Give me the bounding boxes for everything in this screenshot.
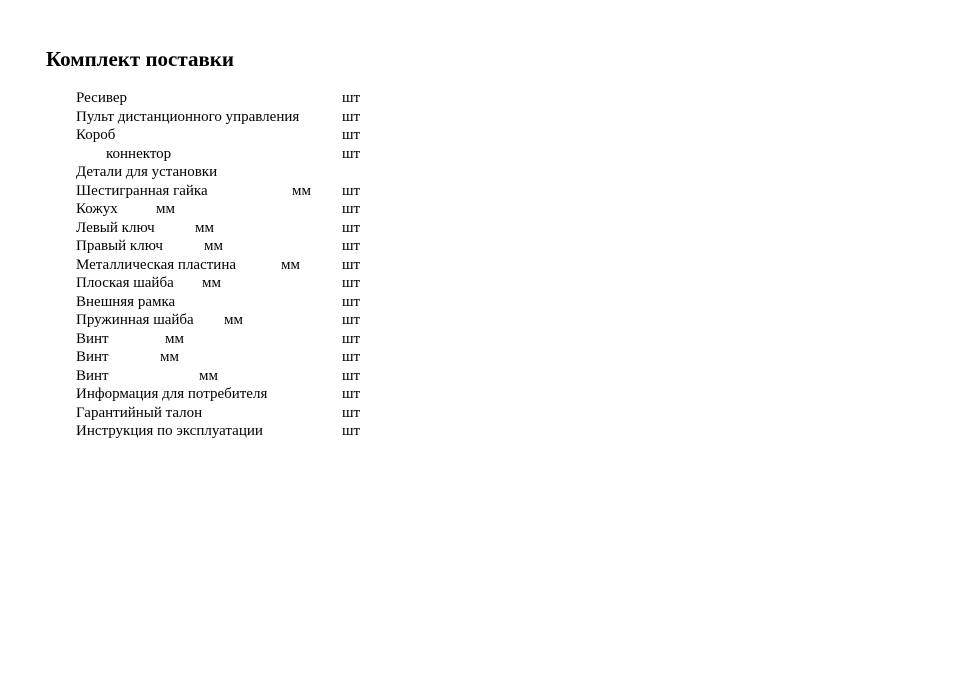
item-dimension-unit: мм — [156, 201, 175, 217]
item-dimension-unit: мм — [292, 182, 311, 199]
item-quantity-unit: шт — [342, 145, 361, 162]
list-item — [76, 422, 376, 441]
item-quantity-unit: шт — [342, 219, 361, 236]
list-item — [76, 108, 376, 127]
list-item — [76, 385, 376, 404]
item-name: Пружинная шайба — [76, 312, 194, 328]
item-dimension-unit: мм — [160, 349, 179, 365]
list-item — [76, 182, 376, 201]
item-quantity-unit: шт — [342, 404, 361, 421]
item-quantity-unit: шт — [342, 330, 361, 347]
list-item — [76, 311, 376, 330]
item-dimension-unit: мм — [165, 330, 184, 347]
item-quantity-unit: шт — [342, 349, 361, 365]
item-quantity-unit: шт — [342, 90, 361, 106]
item-dimension-unit: мм — [195, 219, 214, 236]
item-dimension-unit: мм — [204, 238, 223, 254]
item-name: Инструкция по эксплуатации — [76, 423, 263, 439]
list-item — [76, 293, 376, 312]
item-quantity-unit: шт — [342, 256, 361, 273]
item-dimension-unit: мм — [224, 312, 243, 328]
item-quantity-unit: шт — [342, 201, 361, 217]
item-name: Кожух — [76, 201, 118, 217]
list-item — [76, 126, 376, 145]
item-quantity-unit: шт — [342, 293, 361, 310]
item-name: Винт — [76, 349, 109, 365]
item-name: Короб — [76, 127, 116, 143]
list-item — [76, 274, 376, 293]
item-name: Плоская шайба — [76, 275, 174, 291]
item-name: Внешняя рамка — [76, 293, 176, 310]
item-name: Металлическая пластина — [76, 256, 237, 273]
list-item — [76, 256, 376, 275]
item-quantity-unit: шт — [342, 238, 361, 254]
item-quantity-unit: шт — [342, 386, 361, 402]
item-dimension-unit: мм — [202, 275, 221, 291]
item-quantity-unit: шт — [342, 423, 361, 439]
item-name: Информация для потребителя — [76, 386, 268, 402]
item-name: Винт — [76, 330, 109, 347]
list-item — [76, 404, 376, 423]
list-item — [76, 219, 376, 238]
item-dimension-unit: мм — [281, 256, 300, 273]
item-name: Пульт дистанционного управления — [76, 108, 300, 125]
item-name: Шестигранная гайка — [76, 182, 208, 199]
item-name: Гарантийный талон — [76, 404, 203, 421]
list-item — [76, 330, 376, 349]
list-item — [76, 200, 376, 219]
list-item — [76, 237, 376, 256]
item-name: Левый ключ — [76, 219, 155, 236]
item-name: Винт — [76, 367, 109, 384]
item-name: Ресивер — [76, 90, 128, 106]
item-quantity-unit: шт — [342, 312, 361, 328]
package-contents-list — [76, 89, 376, 441]
list-item — [76, 367, 376, 386]
item-quantity-unit: шт — [342, 127, 361, 143]
item-quantity-unit: шт — [342, 275, 361, 291]
item-quantity-unit: шт — [342, 182, 361, 199]
list-item — [76, 163, 376, 182]
item-quantity-unit: шт — [342, 108, 361, 125]
item-name: Правый ключ — [76, 238, 163, 254]
list-item — [76, 348, 376, 367]
page-title: Комплект поставки — [46, 47, 234, 71]
item-name: коннектор — [106, 145, 172, 162]
item-quantity-unit: шт — [342, 367, 361, 384]
item-dimension-unit: мм — [199, 367, 218, 384]
item-name: Детали для установки — [76, 164, 218, 180]
list-item — [76, 89, 376, 108]
list-item — [76, 145, 376, 164]
